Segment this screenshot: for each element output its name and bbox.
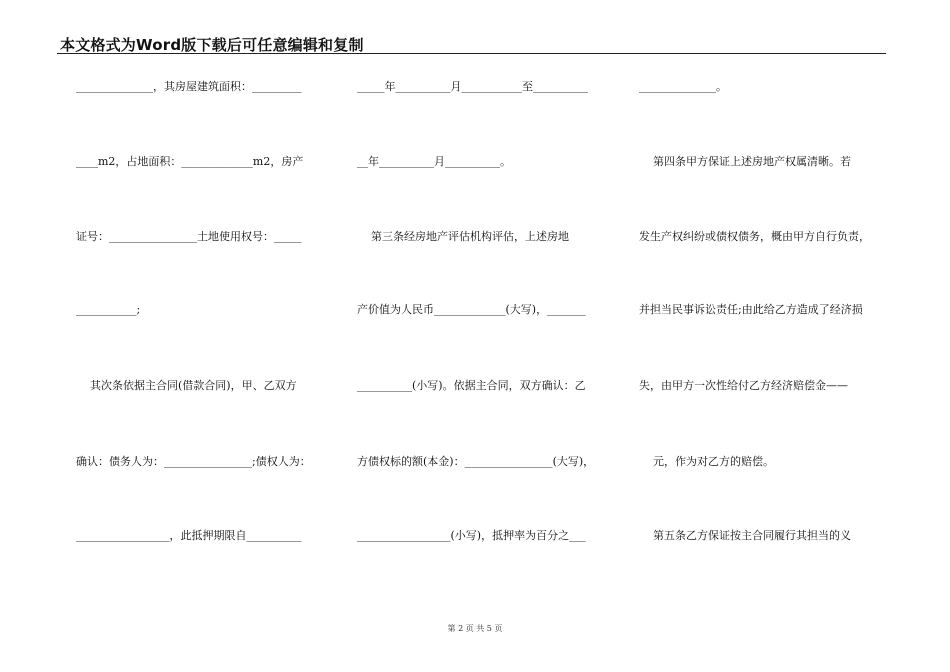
text-line: 失，由甲方一次性给付乙方经济赔偿金—— [639, 379, 848, 392]
text-line: ______________。 [639, 80, 727, 93]
text-line: 第四条甲方保证上述房地产权属清晰。若 [639, 155, 851, 168]
text-column-1 [76, 0, 326, 672]
text-line: 证号：________________土地使用权号：_____ [76, 230, 302, 243]
text-column-3 [639, 0, 889, 672]
text-line: _________________(小写)，抵押率为百分之___ [357, 529, 586, 542]
text-line: 产价值为人民币_____________(大写)，_______ [357, 303, 586, 316]
text-column-2 [357, 0, 607, 672]
header-title: 本文格式为Word版下载后可任意编辑和复制 [60, 36, 364, 54]
text-line: _____年__________月___________至__________ [357, 80, 588, 93]
text-line: ___________; [76, 303, 141, 316]
text-line: 其次条依据主合同(借款合同)，甲、乙双方 [76, 379, 297, 392]
text-line: 第五条乙方保证按主合同履行其担当的义 [639, 529, 851, 542]
page-indicator: 第 2 页 共 5 页 [447, 624, 503, 633]
text-line: 并担当民事诉讼责任;由此给乙方造成了经济损 [639, 303, 863, 316]
text-line: __年__________月__________。 [357, 155, 511, 168]
text-line: ____m2，占地面积：_____________m2，房产 [76, 155, 304, 168]
text-line: 发生产权纠纷或债权债务，概由甲方自行负责， [639, 230, 870, 243]
text-line: 第三条经房地产评估机构评估，上述房地 [357, 230, 569, 243]
text-line: 元，作为对乙方的赔偿。 [639, 455, 774, 468]
text-line: _________________，此抵押期限自__________ [76, 529, 302, 542]
text-line: 方债权标的额(本金)：________________(大写)， [357, 455, 595, 468]
text-line: ______________，其房屋建筑面积：_________ [76, 80, 302, 93]
text-line: __________(小写)。依据主合同，双方确认：乙 [357, 379, 586, 392]
text-line: 确认：债务人为：________________;债权人为： [76, 455, 311, 468]
